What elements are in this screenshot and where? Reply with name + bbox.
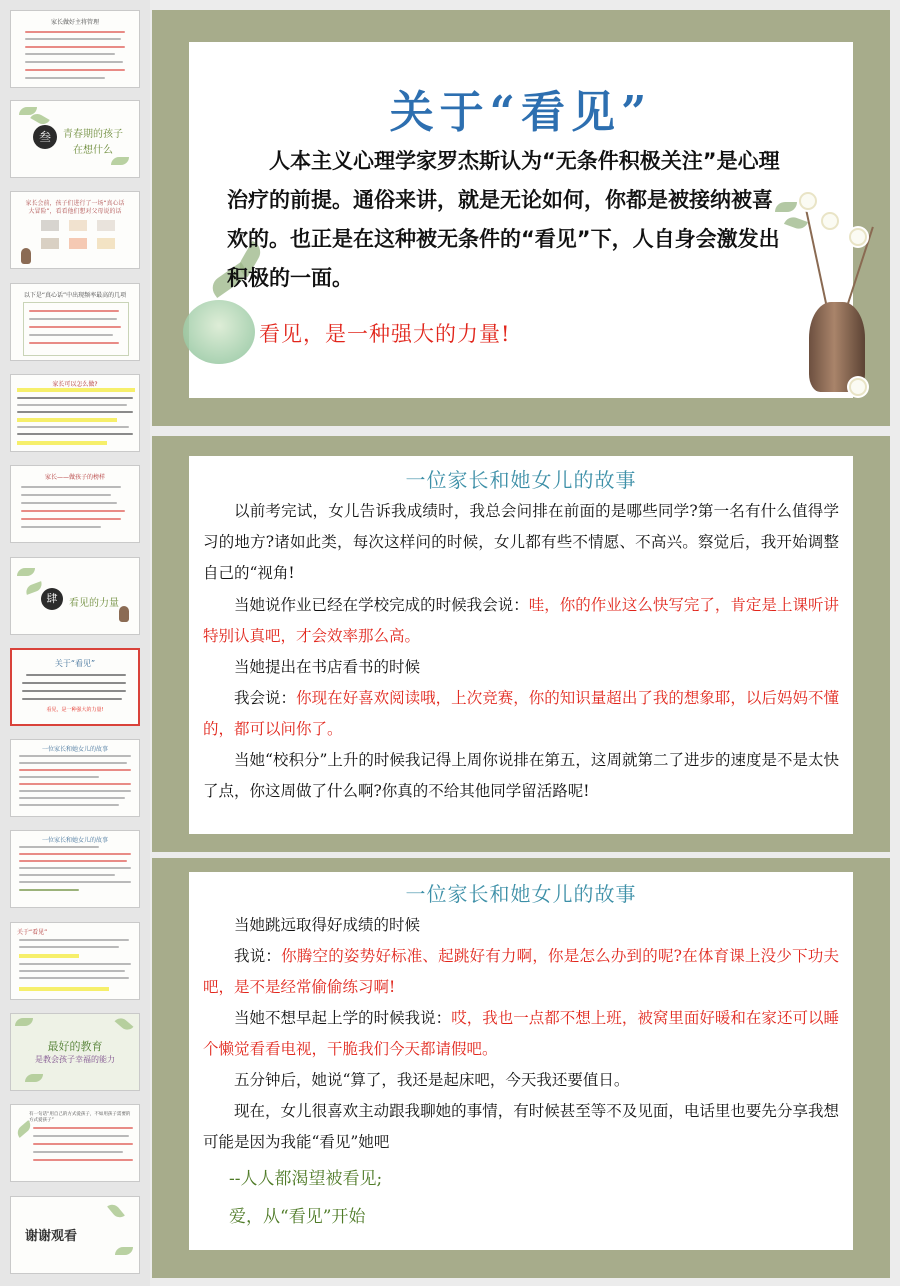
slide-thumbnail-2[interactable] bbox=[10, 100, 140, 178]
slide-title: 关于“看见” bbox=[389, 87, 653, 138]
story-paragraph-4: 五分钟后，她说“算了，我还是起床吧，今天我还要值日。 bbox=[234, 1071, 630, 1089]
decorative-bowl bbox=[183, 300, 255, 364]
decorative-leaf bbox=[784, 215, 808, 232]
story-paragraph-1: 以前考完试，女儿告诉我成绩时，我总会问排在前面的是哪些同学?第一名有什么值得学习的地方?诸如此类，每次这样问的时候，女儿都有些不情愿、不高兴。察觉后，我开始调整自己的“视角! bbox=[203, 502, 839, 582]
slide-title: 一位家长和她女儿的故事 bbox=[405, 468, 637, 492]
thumb-heading: 看见的力量 bbox=[69, 598, 119, 609]
slide-thumbnail-rail bbox=[0, 0, 150, 1286]
slide-thumbnail-10[interactable] bbox=[10, 830, 140, 908]
closing-line-1: --人人都渴望被看见; bbox=[229, 1169, 383, 1189]
slide-thumbnail-12[interactable] bbox=[10, 1013, 140, 1091]
story-quote-red: 哇，你的作业这么快写完了，肯定是上课听讲特别认真吧，才会效率那么高。 bbox=[203, 596, 839, 645]
thumb-title: 一位家长和她女儿的故事 bbox=[41, 746, 108, 753]
story-quote-red: 你腾空的姿势好标准、起跳好有力啊，你是怎么办到的呢?在体育课上没少下功夫吧，是不是经常偷偷练习啊! bbox=[203, 947, 839, 996]
slide-thumbnail-9[interactable] bbox=[10, 739, 140, 817]
story-quote-red: 你现在好喜欢阅读哦，上次竞赛，你的知识量超出了我的想象耶，以后妈妈不懂的，都可以问你了。 bbox=[203, 689, 839, 738]
story-paragraph-3: 当她提出在书店看书的时候 bbox=[234, 658, 421, 676]
story-lead-in: 当她不想早起上学的时候我说： bbox=[234, 1009, 452, 1027]
slide-thumbnail-14[interactable] bbox=[10, 1196, 140, 1274]
story-paragraph-4 bbox=[203, 683, 839, 745]
thumb-title: 家长——做孩子的榜样 bbox=[44, 474, 105, 481]
story-quote-red: 哎，我也一点都不想上班，被窝里面好暖和在家还可以睡个懒觉看看电视，干脆我们今天都请假吧。 bbox=[203, 1009, 839, 1058]
story-paragraph-1: 当她跳远取得好成绩的时候 bbox=[234, 916, 421, 934]
thumb-title: 一位家长和她女儿的故事 bbox=[41, 837, 108, 844]
thumb-heading-line1: 最好的教育 bbox=[47, 1040, 103, 1053]
slide-thumbnail-3[interactable] bbox=[10, 191, 140, 269]
slide-thumbnail-7[interactable] bbox=[10, 557, 140, 635]
story-lead-in: 我会说： bbox=[234, 689, 297, 707]
slide-thumbnail-6[interactable] bbox=[10, 465, 140, 543]
slide-thumbnail-4[interactable] bbox=[10, 283, 140, 361]
story-lead-in: 当她说作业已经在学校完成的时候我会说： bbox=[234, 596, 529, 614]
slide-thumbnail-1[interactable] bbox=[10, 10, 140, 88]
slide-thumbnail-5[interactable] bbox=[10, 374, 140, 452]
thumb-title: 家长做好主将管理 bbox=[50, 19, 99, 26]
slide-about-seeing bbox=[152, 10, 890, 426]
slide-content-card bbox=[189, 42, 853, 398]
slide-title: 一位家长和她女儿的故事 bbox=[405, 882, 637, 906]
decorative-flower bbox=[799, 192, 817, 210]
thumb-caption-line1: 家长会前，孩子们进行了一场“真心话 bbox=[25, 200, 125, 207]
slide-thumbnail-8-selected[interactable] bbox=[10, 648, 140, 726]
closing-line-2: 爱，从“看见”开始 bbox=[229, 1207, 366, 1227]
story-paragraph-5: 当她“校积分”上升的时候我记得上周你说排在第五，这周就第二了进步的速度是不是太快了点，你这周做了什么啊?你真的不给其他同学留活路呢! bbox=[203, 751, 839, 800]
story-paragraph-2 bbox=[203, 941, 839, 1003]
decorative-flower bbox=[821, 212, 839, 230]
thumb-caption-line2: 大冒险”，看看他们想对父母说的话 bbox=[28, 208, 122, 215]
decorative-flower bbox=[849, 228, 867, 246]
thumb-title: 家长可以怎么做? bbox=[52, 381, 98, 388]
thumb-title: 关于“看见” bbox=[17, 929, 48, 936]
thumb-title: 有一句话“用自己的方式爱孩子，不如用孩子需要的方式爱孩子” bbox=[29, 1112, 131, 1123]
thumb-title: 以下是“真心话”中出现频率最高的几项 bbox=[23, 292, 127, 299]
slide-thumbnail-11[interactable] bbox=[10, 922, 140, 1000]
slide-thumbnail-13[interactable] bbox=[10, 1104, 140, 1182]
thumb-section-number: 肆 bbox=[41, 588, 63, 610]
slide-content-card bbox=[189, 456, 853, 834]
thumb-heading: 谢谢观看 bbox=[25, 1229, 78, 1244]
story-lead-in: 我说： bbox=[234, 947, 282, 965]
story-paragraph-3 bbox=[203, 1003, 839, 1065]
decorative-flower bbox=[849, 378, 867, 396]
story-paragraph-5: 现在，女儿很喜欢主动跟我聊她的事情，有时候甚至等不及见面，电话里也要先分享我想可能是因为我能“看见”她吧 bbox=[203, 1102, 839, 1151]
slide-body-text: 人本主义心理学家罗杰斯认为“无条件积极关注”是心理治疗的前提。通俗来讲，就是无论如何，你都是被接纳被喜欢的。也正是在这种被无条件的“看见”下，人自身会激发出积极的一面。 bbox=[227, 149, 780, 290]
slide-parent-story-1 bbox=[152, 436, 890, 852]
thumb-section-number: 叁 bbox=[33, 125, 57, 149]
slide-content-card bbox=[189, 872, 853, 1250]
slide-quote: 看见，是一种强大的力量! bbox=[259, 322, 511, 346]
thumb-heading-line1: 青春期的孩子 bbox=[63, 129, 123, 140]
slide-parent-story-2 bbox=[152, 858, 890, 1278]
thumb-heading-line2: 是教会孩子幸福的能力 bbox=[35, 1055, 115, 1064]
story-paragraph-2 bbox=[203, 590, 839, 652]
thumb-quote: 看见，是一种强大的力量! bbox=[46, 707, 104, 713]
thumb-heading-line2: 在想什么 bbox=[73, 145, 113, 156]
thumb-title: 关于“看见” bbox=[54, 659, 96, 668]
